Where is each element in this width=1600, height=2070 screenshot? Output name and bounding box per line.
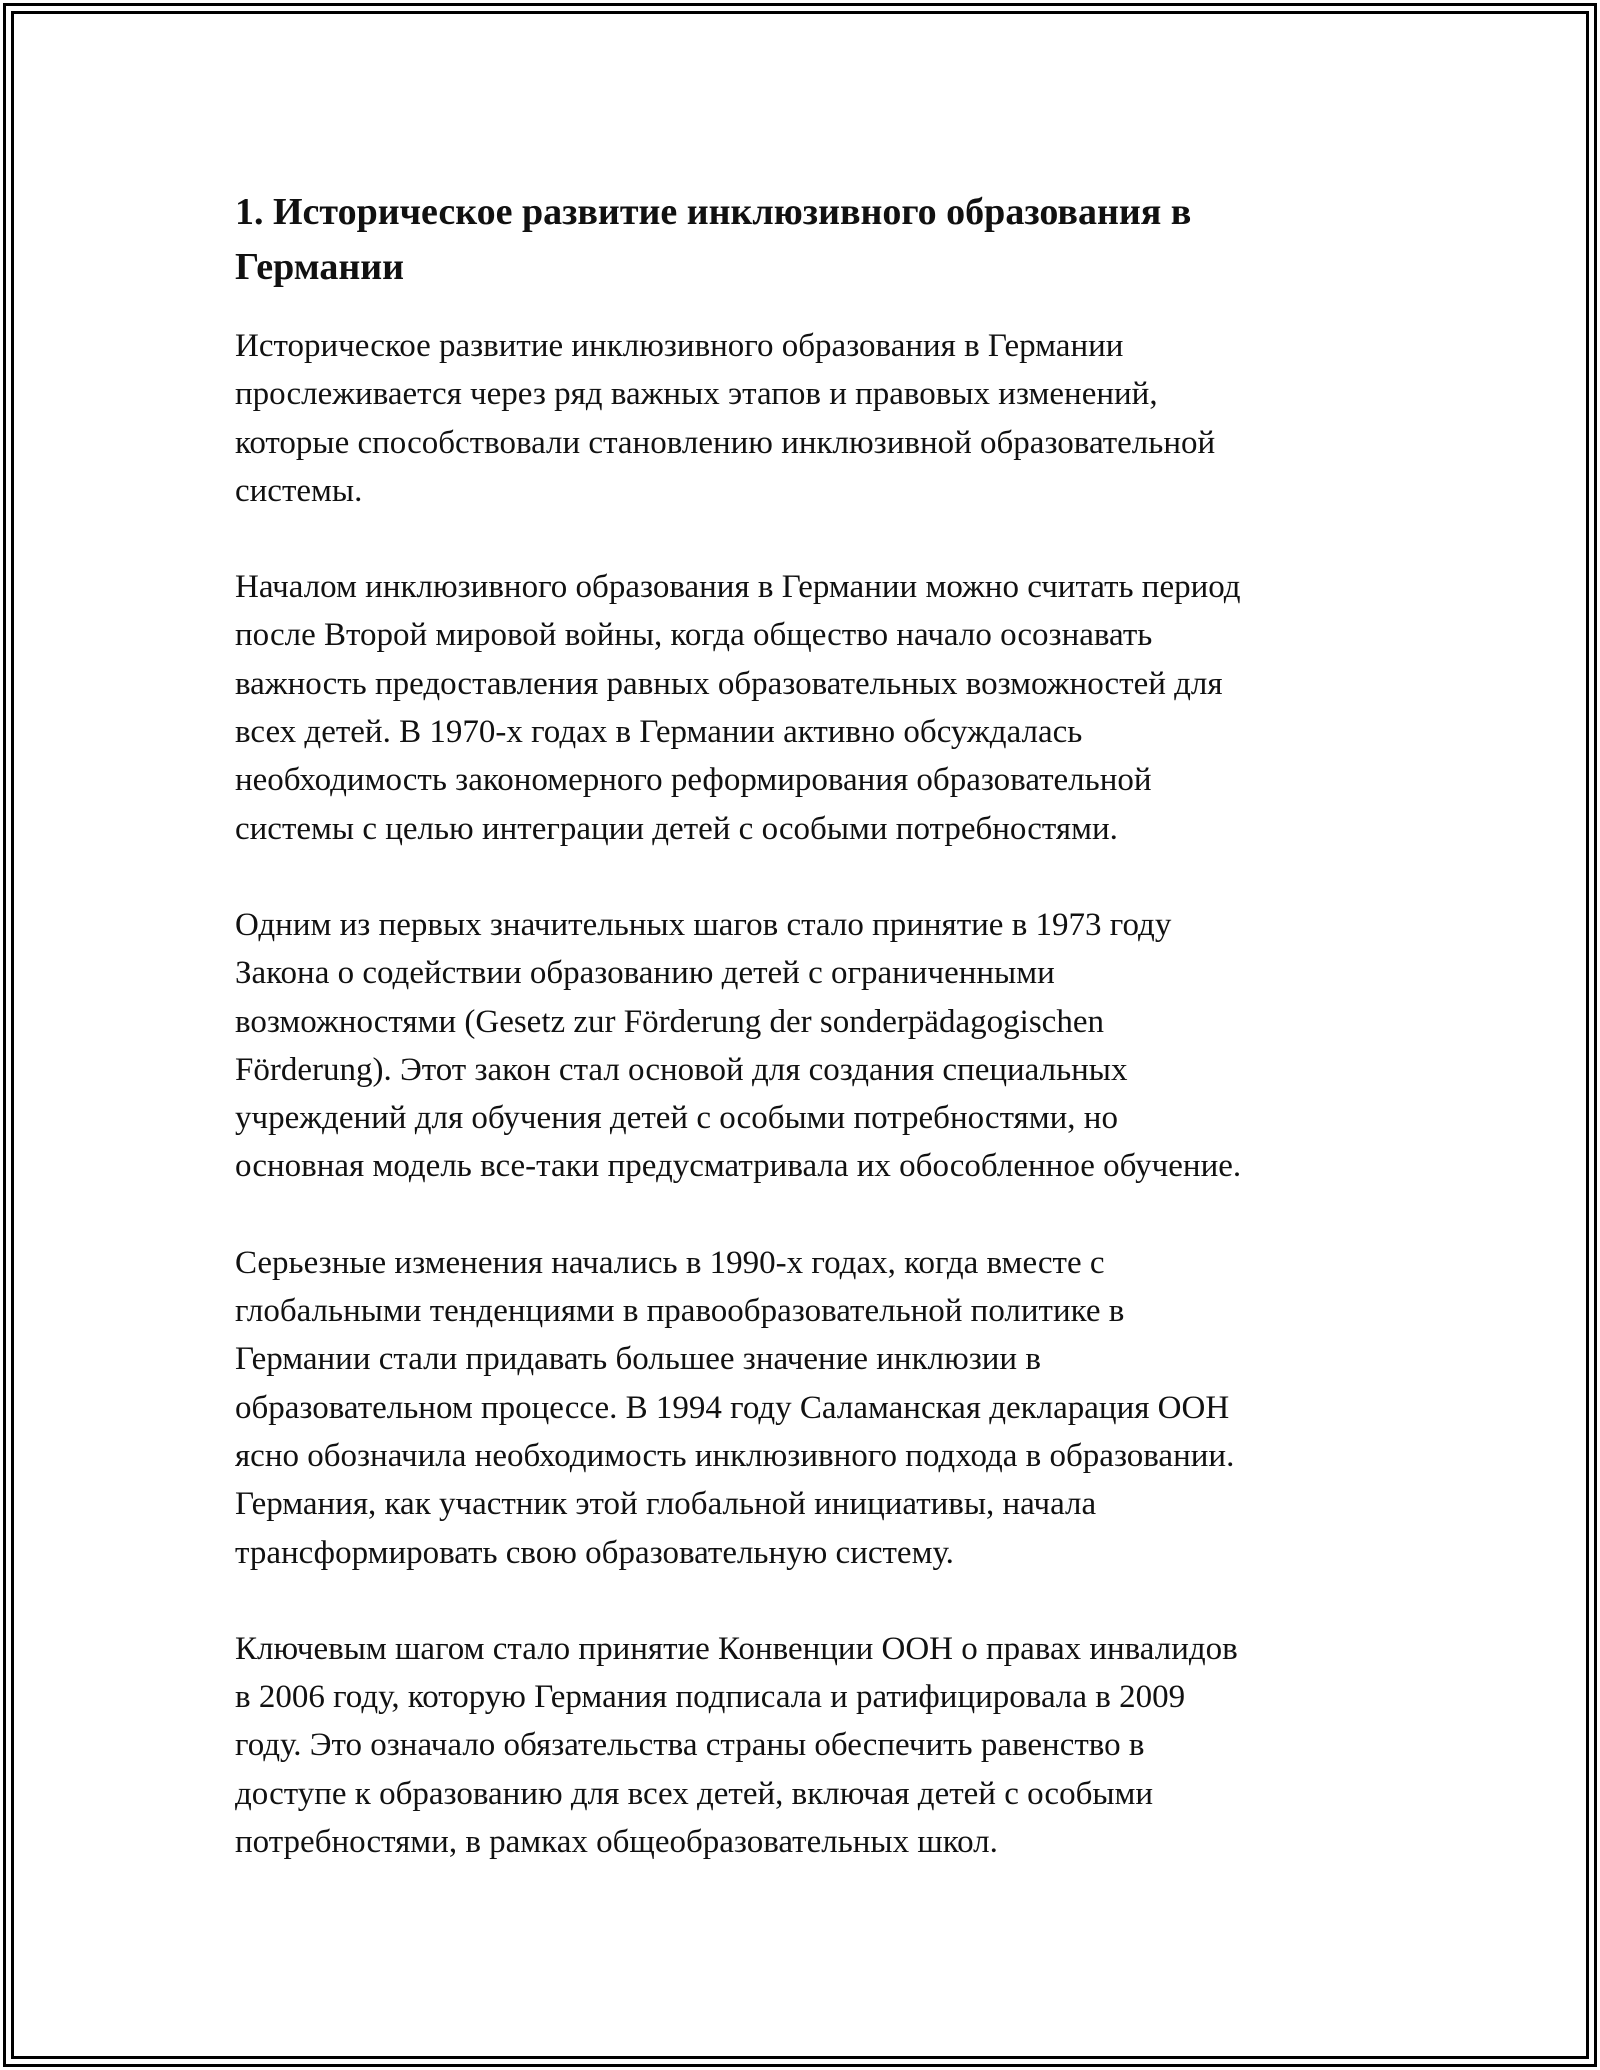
text-line: трансформировать свою образовательную систему. (235, 1534, 954, 1571)
text-line: основная модель все-таки предусматривала их обособленное обучение. (235, 1148, 1242, 1185)
heading-line: 1. Историческое развитие инклюзивного образования в (235, 191, 1192, 233)
text-line: потребностями, в рамках общеобразовательных школ. (235, 1824, 998, 1861)
paragraph-intro (235, 322, 1415, 515)
paragraph-1973-law (235, 901, 1415, 1191)
text-line: году. Это означало обязательства страны обеспечить равенство в (235, 1727, 1145, 1764)
text-line: Серьезные изменения начались в 1990-х годах, когда вместе с (235, 1244, 1105, 1281)
text-line: Ключевым шагом стало принятие Конвенции ООН о правах инвалидов (235, 1630, 1238, 1667)
text-line: важность предоставления равных образовательных возможностей для (235, 665, 1223, 702)
text-line: доступе к образованию для всех детей, включая детей с особыми (235, 1775, 1154, 1812)
paragraph-1990s (235, 1239, 1415, 1577)
text-line: Одним из первых значительных шагов стало принятие в 1973 году (235, 906, 1172, 943)
text-line: после Второй мировой войны, когда общество начало осознавать (235, 617, 1153, 654)
text-line: возможностями (Gesetz zur Förderung der sonderpädagogischen (235, 1003, 1104, 1040)
section-heading (235, 185, 1415, 295)
text-line: глобальными тенденциями в правообразовательной политике в (235, 1293, 1125, 1330)
document-body (235, 185, 1415, 1914)
heading-line: Германии (235, 246, 405, 288)
text-line: системы. (235, 472, 363, 509)
text-line: Förderung). Этот закон стал основой для создания специальных (235, 1051, 1128, 1088)
text-line: всех детей. В 1970-х годах в Германии активно обсуждалась (235, 714, 1083, 751)
text-line: Закона о содействии образованию детей с ограниченными (235, 955, 1055, 992)
text-line: Германия, как участник этой глобальной инициативы, начала (235, 1486, 1097, 1523)
text-line: необходимость закономерного реформирования образовательной (235, 762, 1152, 799)
text-line: которые способствовали становлению инклюзивной образовательной (235, 424, 1216, 461)
text-line: ясно обозначила необходимость инклюзивного подхода в образовании. (235, 1437, 1235, 1474)
text-line: образовательном процессе. В 1994 году Саламанская декларация ООН (235, 1389, 1230, 1426)
text-line: Германии стали придавать большее значение инклюзии в (235, 1341, 1041, 1378)
text-line: Историческое развитие инклюзивного образования в Германии (235, 328, 1124, 364)
text-line: учреждений для обучения детей с особыми потребностями, но (235, 1100, 1118, 1137)
text-line: в 2006 году, которую Германия подписала и ратифицировала в 2009 (235, 1679, 1186, 1716)
paragraph-un-convention (235, 1625, 1415, 1866)
paragraph-postwar (235, 563, 1415, 853)
text-line: системы с целью интеграции детей с особыми потребностями. (235, 810, 1118, 847)
text-line: прослеживается через ряд важных этапов и правовых изменений, (235, 376, 1158, 413)
text-line: Началом инклюзивного образования в Германии можно считать период (235, 569, 1241, 606)
